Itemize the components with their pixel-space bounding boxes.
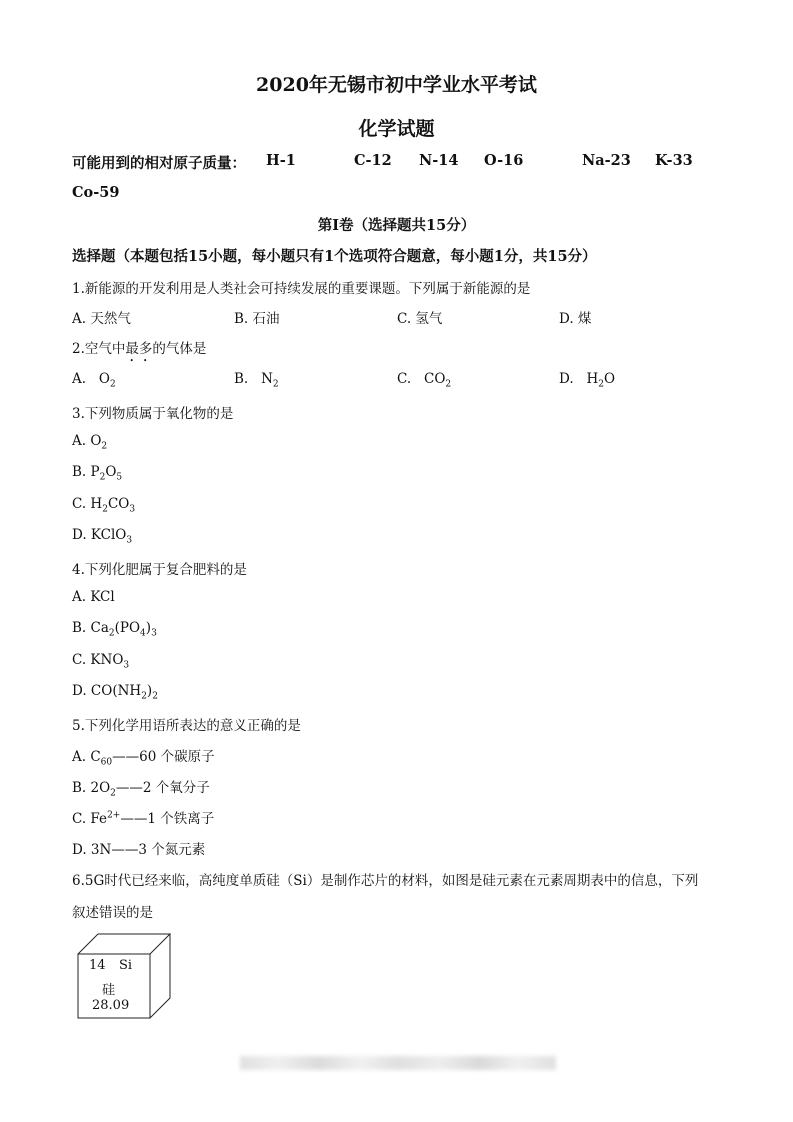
atomic-mass-k: K-33 <box>655 152 693 169</box>
atomic-mass-n: N-14 <box>419 152 459 169</box>
q1-option-c: C. 氢气 <box>397 311 443 327</box>
atomic-mass-o: O-16 <box>484 152 524 169</box>
atomic-mass-co: Co-59 <box>72 184 120 201</box>
exam-title: 2020年无锡市初中学业水平考试 <box>256 74 537 96</box>
q4-option-c: C. $KNO_3$ <box>72 652 130 671</box>
q5-option-d: D. 3N——3 个氮元素 <box>72 842 206 858</box>
question-6-line-1: 6.5G时代已经来临，高纯度单质硅（Si）是制作芯片的材料，如图是硅元素在元素周期表中的信息，下列 <box>72 873 699 889</box>
subject-title: 化学试题 <box>358 118 435 140</box>
atomic-mass: 28.09 <box>92 998 130 1013</box>
emphasis-text: 最多 <box>125 341 153 357</box>
q3-option-a: A. $O_2$ <box>72 433 108 452</box>
q4-option-b: B. $Ca_2(PO_4)_3$ <box>72 620 157 639</box>
question-4: 4.下列化肥属于复合肥料的是 <box>72 562 247 578</box>
silicon-element-card <box>76 932 172 1026</box>
q1-option-a: A. 天然气 <box>72 311 131 327</box>
q2-option-a: A. $O_2$ <box>72 371 116 390</box>
q4-option-a: A. KCl <box>72 589 115 605</box>
q4-option-d: D. $CO(NH_2)_2$ <box>72 683 158 702</box>
q3-option-d: D. KClO$_3$ <box>72 527 133 546</box>
question-5: 5.下列化学用语所表达的意义正确的是 <box>72 718 301 734</box>
q2-option-d: D. $H_2O$ <box>559 371 616 390</box>
q3-option-b: B. $P_2O_5$ <box>72 464 123 483</box>
q5-option-b: B. $2O_2——2$ 个氧分子 <box>72 780 210 799</box>
q2-option-b: B. $N_2$ <box>234 371 279 390</box>
q1-option-b: B. 石油 <box>234 311 280 327</box>
section-title: 第I卷（选择题共15分） <box>317 217 476 234</box>
blurred-watermark <box>240 1056 556 1070</box>
question-6-line-2: 叙述错误的是 <box>72 905 153 921</box>
element-name: 硅 <box>102 983 116 998</box>
q5-option-c: C. $Fe^{2+}——1$ 个铁离子 <box>72 810 215 827</box>
atomic-mass-label: 可能用到的相对原子质量： <box>72 155 246 172</box>
q1-option-d: D. 煤 <box>559 311 592 327</box>
question-1: 1.新能源的开发利用是人类社会可持续发展的重要课题。下列属于新能源的是 <box>72 281 531 297</box>
atomic-number: 14 <box>89 958 106 973</box>
atomic-mass-c: C-12 <box>354 152 392 169</box>
q3-option-c: C. $H_2CO_3$ <box>72 496 136 515</box>
question-3: 3.下列物质属于氧化物的是 <box>72 406 234 422</box>
atomic-mass-na: Na-23 <box>582 152 631 169</box>
question-2: 2.空气中最多的气体是 <box>72 341 207 357</box>
q2-option-c: C. $CO_2$ <box>397 371 452 390</box>
element-symbol: Si <box>119 958 133 973</box>
section-instruction: 选择题（本题包括15小题，每小题只有1个选项符合题意，每小题1分，共15分） <box>72 248 597 265</box>
atomic-mass-h: H-1 <box>266 152 296 169</box>
q5-option-a: A. $C_{60}——60$ 个碳原子 <box>72 749 215 768</box>
